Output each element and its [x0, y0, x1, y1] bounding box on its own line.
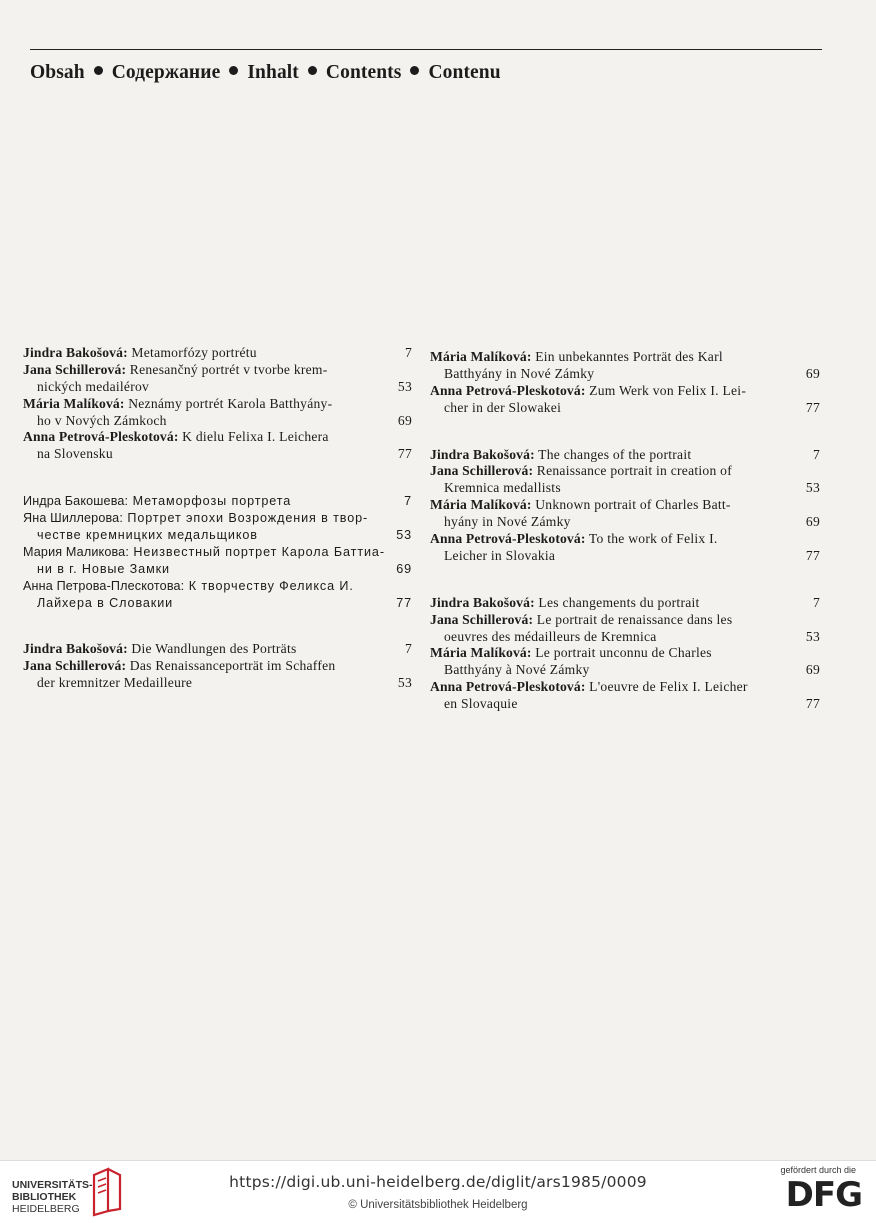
toc-entry-text — [430, 645, 712, 662]
bullet-icon — [94, 66, 103, 75]
toc-page-number: 53 — [397, 675, 412, 691]
toc-entry — [23, 396, 412, 430]
toc-entry-text — [37, 675, 192, 692]
toc-author: Jindra Bakošová: — [23, 641, 128, 657]
toc-title: oeuvres des médailleurs de Kremnica — [444, 628, 657, 644]
toc-entry-line — [430, 514, 820, 531]
contents-heading — [30, 62, 501, 84]
toc-entry-text — [430, 531, 718, 548]
toc-entry-line — [23, 561, 412, 578]
toc-entry-line — [430, 645, 820, 662]
toc-entry-line — [23, 595, 412, 612]
toc-title: K dielu Felixa I. Leichera — [182, 429, 329, 445]
toc-entry-text — [430, 612, 732, 629]
toc-author: Анна Петрова-Плескотова: — [23, 578, 185, 593]
toc-entry-line — [23, 345, 412, 362]
toc-entry-text — [23, 510, 368, 527]
toc-author: Anna Petrová-Pleskotová: — [430, 531, 586, 547]
toc-title: To the work of Felix I. — [588, 531, 718, 547]
toc-author: Яна Шиллерова: — [23, 511, 123, 526]
toc-entry-line — [23, 429, 412, 446]
toc-entry-text — [37, 413, 167, 430]
heading-fr: Contenu — [428, 62, 501, 83]
toc-author: Индра Бакошева: — [23, 494, 129, 509]
bullet-icon — [410, 66, 419, 75]
toc-title: Unknown portrait of Charles Batt- — [535, 497, 731, 513]
toc-entry-line — [23, 362, 412, 379]
toc-entry-text — [444, 480, 561, 497]
toc-entry-line — [430, 679, 820, 696]
dfg-logo: DFG — [785, 1175, 862, 1215]
funded-by-label: gefördert durch die — [780, 1165, 856, 1175]
toc-entry — [430, 497, 820, 531]
library-name-line3: HEIDELBERG — [12, 1203, 80, 1215]
toc-entry-text — [23, 493, 291, 510]
toc-entry — [430, 612, 820, 646]
toc-author: Мария Маликова: — [23, 544, 129, 559]
toc-entry-text — [430, 447, 691, 464]
toc-entry — [23, 510, 412, 544]
toc-entry-text — [444, 366, 594, 383]
toc-page-number: 69 — [396, 561, 412, 576]
toc-group-sk — [23, 345, 412, 463]
toc-page-number: 77 — [805, 547, 820, 563]
toc-title: cher in der Slowakei — [444, 399, 562, 415]
toc-entry-text — [444, 548, 555, 565]
toc-entry-line — [430, 612, 820, 629]
toc-entry — [430, 463, 820, 497]
toc-author: Jana Schillerová: — [23, 361, 127, 377]
toc-entry — [430, 595, 820, 612]
toc-entry — [430, 383, 820, 417]
toc-entry-text — [444, 400, 561, 417]
toc-entry-line — [430, 662, 820, 679]
toc-page-number: 77 — [396, 595, 412, 610]
toc-entry-text — [444, 696, 518, 713]
toc-entry — [23, 641, 412, 658]
toc-page-number: 53 — [805, 480, 820, 496]
toc-title: Le portrait de renaissance dans les — [536, 611, 733, 627]
toc-title: Неизвестный портрет Карола Баттиа- — [133, 544, 385, 559]
toc-page-number: 7 — [404, 345, 412, 360]
toc-entry-text — [37, 379, 149, 396]
toc-group-de — [23, 641, 412, 692]
toc-entry-line — [430, 548, 820, 565]
toc-entry-text — [23, 578, 354, 595]
toc-author: Jana Schillerová: — [430, 463, 534, 479]
toc-entry-line — [23, 675, 412, 692]
toc-title: Лайхера в Словакии — [37, 595, 174, 610]
toc-entry-text — [444, 629, 657, 646]
toc-entry-text — [23, 544, 385, 561]
toc-author: Mária Malíková: — [430, 645, 532, 661]
toc-page-number: 69 — [805, 514, 820, 530]
bullet-icon — [229, 66, 238, 75]
toc-author: Anna Petrová-Pleskotová: — [430, 382, 586, 398]
toc-page-number: 53 — [396, 528, 412, 543]
toc-title: Renaissance portrait in creation of — [536, 463, 732, 479]
toc-group-ru — [23, 493, 412, 611]
toc-title: na Slovensku — [37, 446, 113, 462]
toc-title: Ein unbekanntes Porträt des Karl — [535, 349, 723, 364]
toc-entry-text — [430, 349, 723, 366]
toc-entry-line — [430, 531, 820, 548]
toc-entry — [23, 362, 412, 396]
toc-title: Le portrait unconnu de Charles — [535, 645, 712, 661]
toc-title: Leicher in Slovakia — [444, 547, 556, 563]
heading-en: Contents — [325, 62, 402, 83]
toc-author: Jana Schillerová: — [23, 658, 127, 674]
heading-de: Inhalt — [247, 62, 299, 83]
toc-entry — [23, 578, 412, 612]
toc-title: Kremnica medallists — [444, 480, 561, 496]
toc-author: Jindra Bakošová: — [23, 345, 128, 360]
toc-entry-line — [430, 595, 820, 612]
toc-entry-line — [430, 696, 820, 713]
toc-entry-line — [23, 413, 412, 430]
toc-entry-line — [23, 578, 412, 595]
toc-author: Mária Malíková: — [430, 497, 532, 513]
toc-entry — [430, 679, 820, 713]
toc-author: Jindra Bakošová: — [430, 594, 535, 610]
toc-page-number: 7 — [812, 594, 820, 610]
toc-entry — [430, 531, 820, 565]
permalink-url[interactable]: https://digi.ub.uni-heidelberg.de/diglit/ars1985/0009 — [229, 1173, 647, 1191]
toc-entry — [23, 345, 412, 362]
toc-page-number: 77 — [397, 446, 412, 462]
toc-left-column — [23, 345, 412, 692]
toc-title: The changes of the portrait — [538, 446, 692, 462]
toc-title: К творчеству Феликса И. — [188, 578, 354, 593]
toc-title: nických medailérov — [37, 378, 150, 394]
toc-entry-line — [23, 493, 412, 510]
toc-entry-text — [444, 514, 571, 531]
toc-entry-line — [430, 366, 820, 383]
toc-page-number: 69 — [397, 412, 412, 428]
toc-entry — [23, 429, 412, 463]
toc-title: Neznámy portrét Karola Batthyány- — [128, 395, 333, 411]
toc-entry-text — [23, 658, 335, 675]
toc-entry-text — [23, 641, 297, 658]
toc-title: ни в г. Новые Замки — [37, 561, 170, 576]
toc-title: Das Renaissanceporträt im Schaffen — [129, 658, 336, 674]
toc-title: Renesančný portrét v tvorbe krem- — [129, 361, 328, 377]
toc-entry-line — [23, 446, 412, 463]
toc-page-number: 53 — [805, 628, 820, 644]
toc-entry-line — [430, 463, 820, 480]
toc-title: ho v Nových Zámkoch — [37, 412, 167, 428]
toc-group-fr — [430, 595, 820, 713]
toc-author: Mária Malíková: — [430, 349, 532, 364]
toc-entry — [23, 658, 412, 692]
toc-entry-text — [444, 662, 590, 679]
toc-title: Zum Werk von Felix I. Lei- — [589, 382, 747, 398]
toc-entry-text — [37, 527, 258, 544]
toc-page-number: 69 — [805, 365, 820, 381]
toc-entry-text — [23, 429, 329, 446]
toc-entry-line — [23, 396, 412, 413]
toc-entry-line — [23, 510, 412, 527]
toc-page-number: 7 — [812, 446, 820, 462]
copyright-notice: © Universitätsbibliothek Heidelberg — [348, 1199, 528, 1211]
toc-entry — [430, 447, 820, 464]
top-rule — [30, 49, 822, 50]
toc-entry — [430, 349, 820, 383]
toc-entry-line — [23, 379, 412, 396]
toc-page-number: 53 — [397, 378, 412, 394]
toc-author: Jindra Bakošová: — [430, 446, 535, 462]
toc-entry-text — [37, 446, 113, 463]
toc-entry-line — [23, 641, 412, 658]
toc-page-number: 7 — [404, 641, 412, 657]
toc-title: честве кремницких медальщиков — [37, 528, 258, 543]
toc-entry-line — [430, 383, 820, 400]
toc-entry-text — [430, 679, 748, 696]
toc-author: Anna Petrová-Pleskotová: — [430, 679, 586, 695]
toc-entry-line — [430, 497, 820, 514]
toc-entry-text — [430, 595, 700, 612]
toc-title: Портрет эпохи Возрождения в твор- — [127, 511, 369, 526]
toc-entry-line — [430, 400, 820, 417]
toc-page-number: 77 — [805, 696, 820, 712]
toc-title: Batthyány in Nové Zámky — [444, 365, 595, 381]
toc-entry-text — [430, 497, 731, 514]
toc-author: Jana Schillerová: — [430, 611, 534, 627]
toc-author: Anna Petrová-Pleskotová: — [23, 429, 179, 445]
toc-title: L'oeuvre de Felix I. Leicher — [589, 679, 748, 695]
toc-page-number: 7 — [404, 494, 412, 509]
toc-author: Mária Malíková: — [23, 395, 125, 411]
toc-title: Metamorfózy portrétu — [131, 345, 257, 360]
toc-title: Les changements du portrait — [538, 594, 700, 610]
toc-title: hyány in Nové Zámky — [444, 514, 571, 530]
digitization-footer — [0, 1160, 876, 1223]
toc-title: der kremnitzer Medailleure — [37, 675, 193, 691]
toc-group-en — [430, 447, 820, 565]
toc-entry-line — [23, 544, 412, 561]
toc-page-number: 77 — [805, 399, 820, 415]
toc-entry-line — [23, 658, 412, 675]
heading-ru: Содержание — [111, 62, 221, 83]
bullet-icon — [308, 66, 317, 75]
toc-entry-line — [23, 527, 412, 544]
toc-entry-text — [23, 396, 332, 413]
toc-entry-text — [430, 463, 732, 480]
toc-entry — [23, 544, 412, 578]
library-name-line1: UNIVERSITÄTS- — [12, 1179, 93, 1191]
toc-entry-line — [430, 349, 820, 366]
toc-group-de — [430, 349, 820, 417]
toc-entry-text — [37, 595, 173, 612]
toc-entry-line — [430, 480, 820, 497]
library-name-line2: BIBLIOTHEK — [12, 1191, 77, 1203]
toc-title: Die Wandlungen des Porträts — [131, 641, 297, 657]
heading-sk: Obsah — [30, 62, 85, 83]
toc-entry-text — [37, 561, 170, 578]
toc-entry-text — [430, 383, 746, 400]
toc-title: en Slovaquie — [444, 696, 518, 712]
toc-title: Метаморфозы портрета — [132, 494, 292, 509]
toc-title: Batthyány à Nové Zámky — [444, 662, 590, 678]
toc-right-column — [430, 349, 820, 713]
toc-entry-text — [23, 362, 328, 379]
toc-entry — [430, 645, 820, 679]
toc-entry-text — [23, 345, 257, 362]
toc-page-number: 69 — [805, 662, 820, 678]
toc-entry — [23, 493, 412, 510]
toc-entry-line — [430, 629, 820, 646]
toc-entry-line — [430, 447, 820, 464]
